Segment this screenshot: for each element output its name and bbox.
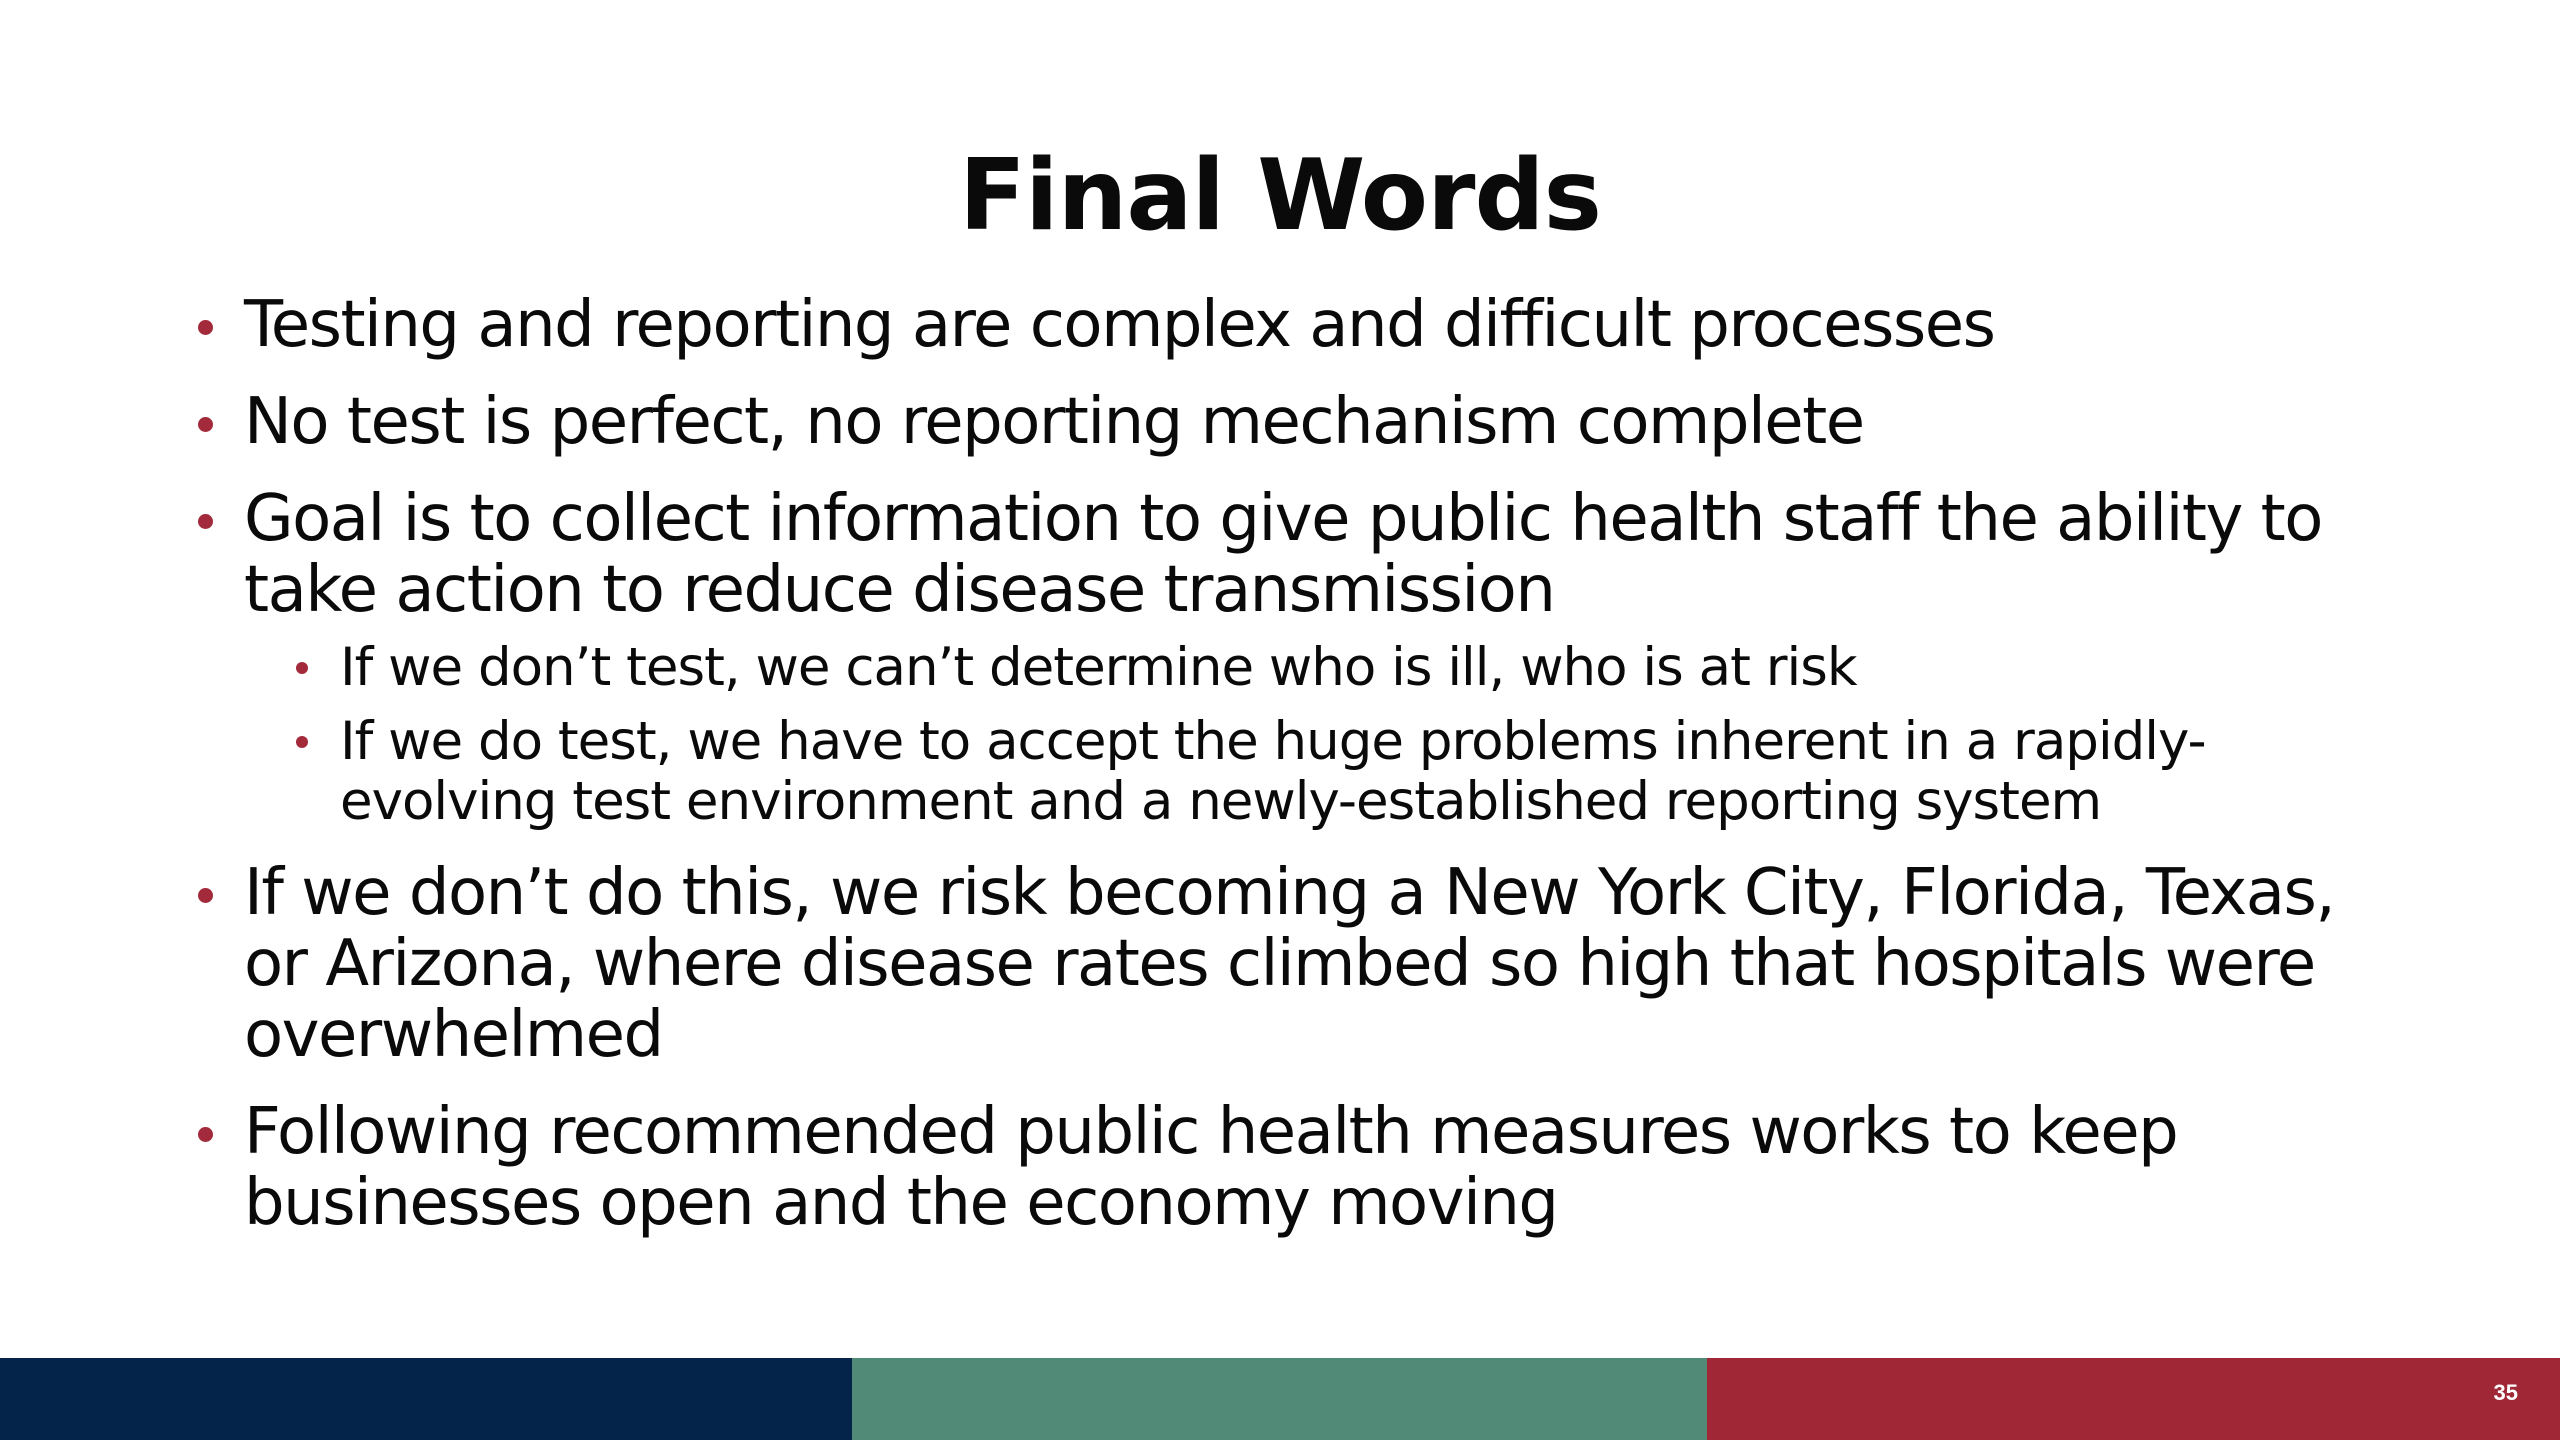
bullet-text: Goal is to collect information to give public health staff the ability to take action to reduce disease transmission — [244, 482, 2322, 627]
bullet-dot-icon — [198, 1127, 213, 1142]
sub-bullet-item — [190, 712, 2340, 832]
bullet-item — [190, 387, 2340, 458]
bullet-list — [190, 290, 2340, 1265]
footer-bar — [0, 1358, 2560, 1440]
bullet-text: Following recommended public health measures works to keep businesses open and the economy moving — [244, 1095, 2178, 1240]
sub-bullet-item — [190, 638, 2340, 698]
bullet-dot-icon — [198, 514, 213, 529]
slide-title: Final Words — [959, 139, 1601, 253]
bullet-dot-icon — [198, 888, 213, 903]
bullet-item — [190, 484, 2340, 626]
bullet-text: No test is perfect, no reporting mechanism complete — [244, 385, 1864, 459]
footer-segment-red — [1707, 1358, 2560, 1440]
bullet-dot-icon — [296, 736, 308, 748]
bullet-item — [190, 1097, 2340, 1239]
bullet-dot-icon — [296, 662, 308, 674]
bullet-text: If we don’t do this, we risk becoming a New York City, Florida, Texas, or Arizona, where disease rates climbed so high that hospitals were overwhelmed — [244, 856, 2335, 1072]
bullet-text: Testing and reporting are complex and difficult processes — [244, 288, 1995, 362]
page-number: 35 — [2493, 1380, 2518, 1405]
footer-segment-navy — [0, 1358, 852, 1440]
bullet-item — [190, 290, 2340, 361]
bullet-dot-icon — [198, 320, 213, 335]
sub-bullet-text: If we don’t test, we can’t determine who is ill, who is at risk — [340, 637, 1857, 698]
bullet-item — [190, 858, 2340, 1071]
sub-bullet-text: If we do test, we have to accept the huge problems inherent in a rapidly-evolving test environment and a newly-established reporting system — [340, 711, 2206, 832]
bullet-dot-icon — [198, 417, 213, 432]
footer-segment-green — [852, 1358, 1707, 1440]
